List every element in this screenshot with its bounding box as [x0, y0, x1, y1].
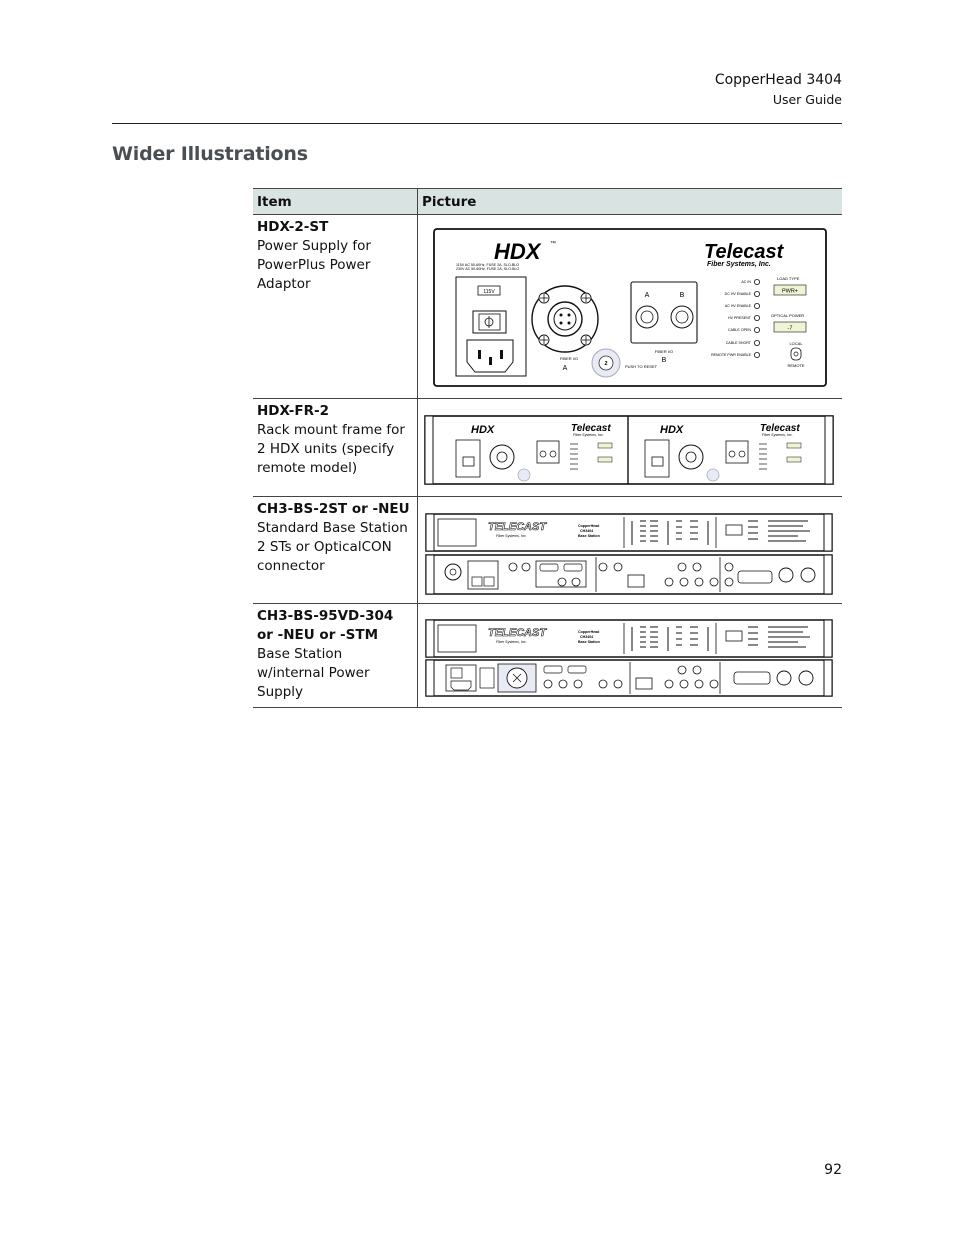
item-cell: [253, 604, 418, 708]
ac-inlet: [467, 340, 513, 372]
rack-unit-1-telecast: Telecast: [571, 423, 611, 434]
item-cell: [253, 215, 418, 399]
table-row: [253, 604, 842, 708]
fiber-io-a-letter: A: [562, 365, 568, 372]
item-name: HDX-2-ST: [257, 219, 329, 235]
bs1-model-3: Base Station: [578, 534, 600, 538]
voltage-label: 115V: [483, 289, 495, 295]
hdx-fr-2-rack-frame: [418, 399, 841, 493]
rack-unit-1-telecast-sub: Fiber Systems, Inc.: [573, 433, 604, 437]
column-header-item: Item: [253, 189, 418, 215]
picture-cell: [418, 215, 843, 399]
running-header: [715, 70, 842, 109]
local-label: LOCAL: [789, 341, 803, 346]
port-a-label: A: [644, 292, 650, 299]
rack-unit-2-telecast-sub: Fiber Systems, Inc.: [762, 433, 793, 437]
header-rule: [112, 123, 842, 124]
led-label-cable-open: CABLE OPEN: [728, 328, 751, 332]
header-doc-type: User Guide: [772, 92, 842, 107]
led-label-remote-pwr: REMOTE PWR ENABLE: [711, 353, 751, 357]
fiber-io-b-letter: B: [661, 357, 667, 364]
illustrations-table: [253, 188, 842, 708]
item-description: Power Supply for PowerPlus Power Adaptor: [257, 238, 371, 292]
reset-number: 2: [604, 361, 608, 367]
column-header-picture: Picture: [418, 189, 843, 215]
led-label-ac-in: AC IN: [741, 280, 751, 284]
item-name: HDX-FR-2: [257, 403, 330, 419]
hdx-rating-2: 230V AC 50-60Hz, FUSE 2A, SLO-BLO: [456, 267, 520, 271]
table-row: [253, 215, 842, 399]
picture-cell: [418, 399, 843, 497]
table-header-row: [253, 189, 842, 215]
remote-label: REMOTE: [787, 363, 805, 368]
telecast-sub: Fiber Systems, Inc.: [707, 261, 771, 268]
bs2-telecast-sub: Fiber Systems, Inc.: [496, 640, 527, 644]
bs2-model-1: CopperHead: [578, 630, 600, 634]
item-name: CH3-BS-95VD-304 or -NEU or -STM: [257, 608, 394, 643]
local-remote-switch: [791, 348, 801, 360]
header-product: CopperHead 3404: [714, 72, 842, 88]
table-row: [253, 497, 842, 604]
item-cell: [253, 399, 418, 497]
hdx-logo: HDX: [494, 239, 541, 264]
page-number: 92: [824, 1162, 842, 1178]
item-description: Rack mount frame for 2 HDX units (specify remote model): [257, 422, 405, 476]
bs2-model-2: CH3404: [580, 635, 594, 639]
bs2-model-3: Base Station: [578, 640, 600, 644]
picture-cell: [418, 497, 843, 604]
item-description: Standard Base Station 2 STs or OpticalCON connector: [257, 520, 408, 574]
table-row: [253, 399, 842, 497]
load-type-display: PWR+: [781, 288, 799, 295]
led-label-ac-hv: AC HV ENABLE: [724, 304, 751, 308]
rack-unit-2-hdx: HDX: [660, 424, 684, 436]
bs1-model-2: CH3404: [580, 529, 594, 533]
fiber-io-b-label: FIBER I/O: [654, 349, 674, 354]
bs2-telecast-logo: TELECAST: [488, 627, 547, 639]
led-label-dc-hv: DC HV ENABLE: [724, 292, 751, 296]
port-b-label: B: [679, 292, 685, 299]
picture-cell: [418, 604, 843, 708]
led-label-hv-present: HV PRESENT: [728, 316, 751, 320]
bs1-telecast-logo: TELECAST: [488, 521, 547, 533]
fiber-io-a-label: FIBER I/O: [559, 356, 579, 361]
item-name: CH3-BS-2ST or -NEU: [257, 501, 410, 517]
item-description: Base Station w/internal Power Supply: [257, 646, 370, 700]
optical-power-display: -7: [787, 325, 793, 332]
hdx-2-st-front-panel: [418, 215, 841, 395]
section-title: Wider Illustrations: [112, 143, 308, 165]
push-to-reset-label: PUSH TO RESET: [625, 364, 658, 369]
hdx-tm: ™: [550, 241, 556, 247]
hdx-rating-1: 115V AC 50-60Hz, FUSE 2A, SLO-BLO: [456, 263, 520, 267]
led-label-cable-short: CABLE SHORT: [725, 341, 751, 345]
rack-unit-2-telecast: Telecast: [760, 423, 800, 434]
telecast-logo: Telecast: [704, 241, 784, 263]
ch3-bs-2st-base-station: [418, 497, 841, 600]
bs1-telecast-sub: Fiber Systems, Inc.: [496, 534, 527, 538]
item-cell: [253, 497, 418, 604]
optical-power-label: OPTICAL POWER: [771, 313, 805, 318]
load-type-label: LOAD TYPE: [777, 276, 800, 281]
bs1-model-1: CopperHead: [578, 524, 600, 528]
ch3-bs-95vd-304-base-station: [418, 604, 841, 704]
rack-unit-1-hdx: HDX: [471, 424, 495, 436]
